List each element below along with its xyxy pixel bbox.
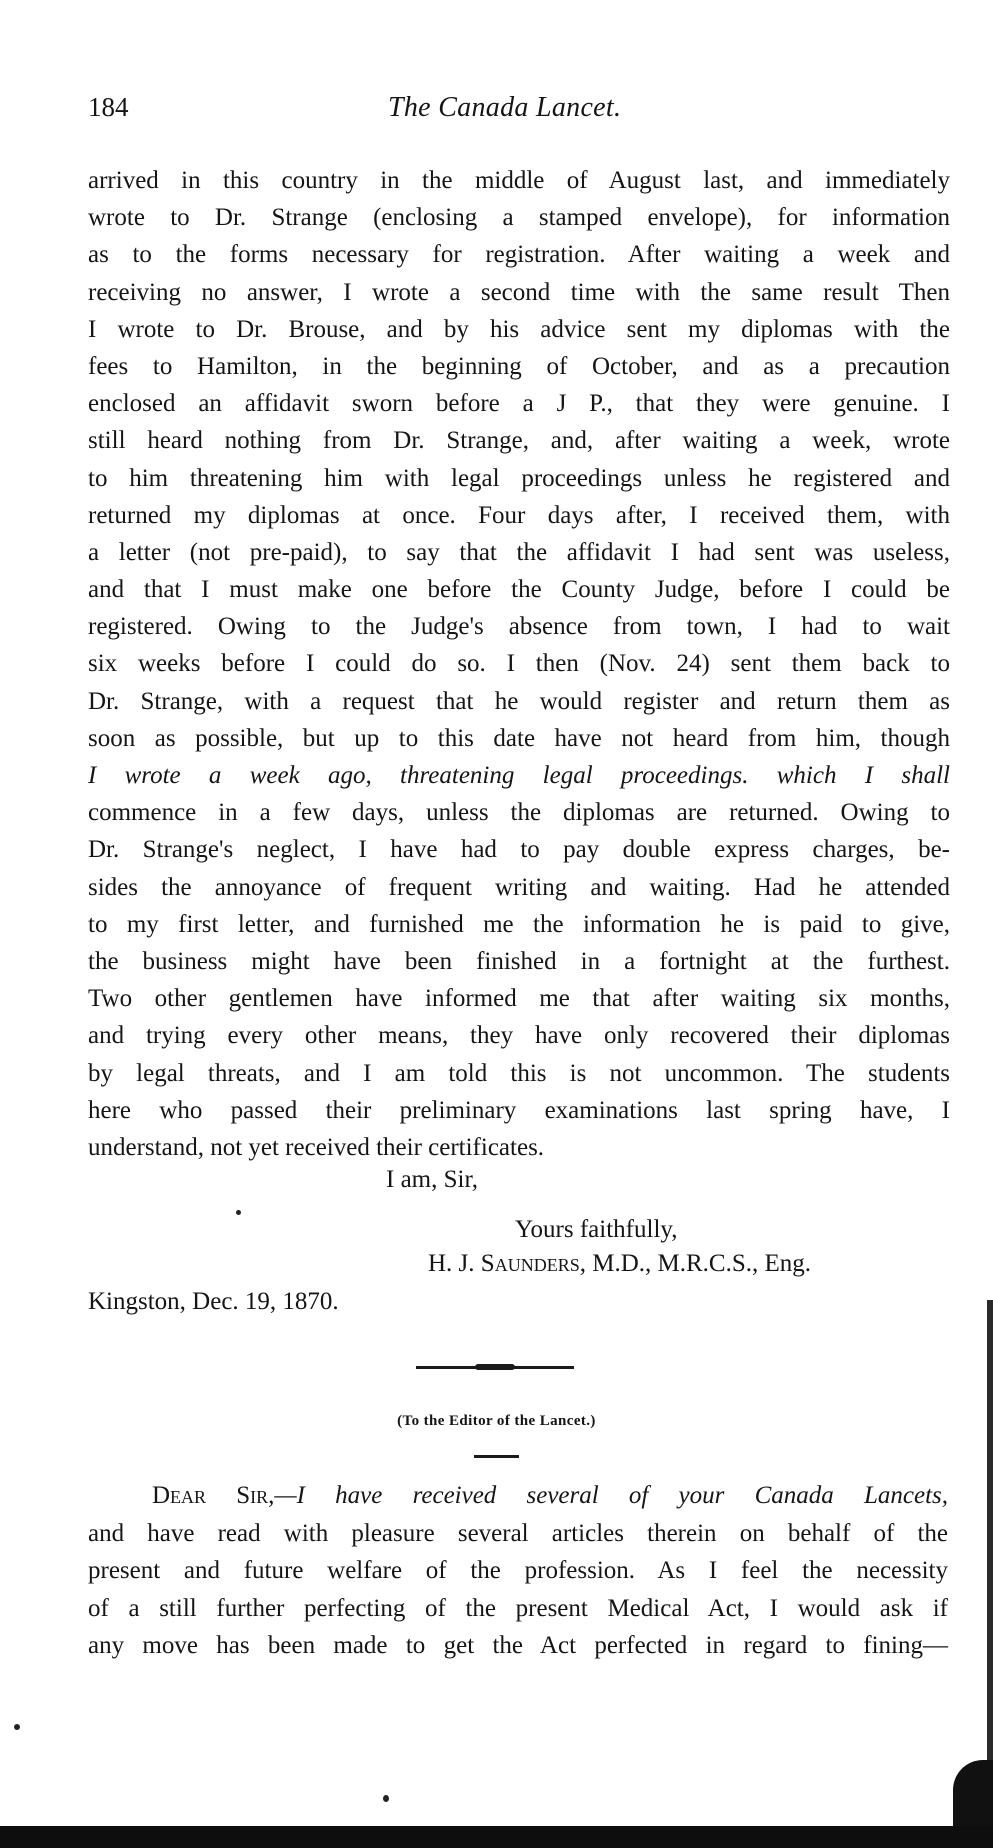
body-line: any move has been made to get the Act perfected in regard to fining— bbox=[88, 1632, 948, 1660]
body-line: here who passed their preliminary examinations last spring have, I bbox=[88, 1096, 950, 1124]
body-line: registered. Owing to the Judge's absence from town, I had to wait bbox=[88, 613, 950, 641]
body-line: a letter (not pre-paid), to say that the affidavit I had sent was useless, bbox=[88, 538, 950, 566]
body-line: fees to Hamilton, in the beginning of October, and as a precaution bbox=[88, 352, 950, 380]
page-number: 184 bbox=[88, 92, 129, 122]
body-line: to my first letter, and furnished me the information he is paid to give, bbox=[88, 910, 950, 938]
scan-speck bbox=[383, 1795, 389, 1802]
body-line: I wrote to Dr. Brouse, and by his advice sent my diplomas with the bbox=[88, 315, 950, 343]
signature bbox=[428, 1250, 811, 1278]
body-line: and have read with pleasure several articles therein on behalf of the bbox=[88, 1519, 948, 1547]
editor-note: (To the Editor of the Lancet.) bbox=[397, 1413, 596, 1429]
scan-speck bbox=[14, 1724, 20, 1730]
body-line: and trying every other means, they have only recovered their diplomas bbox=[88, 1022, 950, 1050]
body-line: soon as possible, but up to this date have not heard from him, though bbox=[88, 724, 950, 752]
body-line: Dr. Strange's neglect, I have had to pay double express charges, be- bbox=[88, 836, 950, 864]
short-rule bbox=[474, 1455, 519, 1458]
body-line: enclosed an affidavit sworn before a J P., that they were genuine. I bbox=[88, 390, 950, 418]
body-line: returned my diplomas at once. Four days after, I received them, with bbox=[88, 501, 950, 529]
body-line: arrived in this country in the middle of August last, and immediately bbox=[88, 167, 950, 194]
body-line: Two other gentlemen have informed me that after waiting six months, bbox=[88, 985, 950, 1013]
body-line: as to the forms necessary for registration. After waiting a week and bbox=[88, 241, 950, 269]
body-line: wrote to Dr. Strange (enclosing a stamped envelope), for information bbox=[88, 204, 950, 232]
page-header bbox=[88, 92, 948, 142]
signature-initials: H. J. bbox=[428, 1250, 475, 1277]
scan-bottom-edge bbox=[0, 1826, 993, 1848]
body-line: still heard nothing from Dr. Strange, and, after waiting a week, wrote bbox=[88, 427, 950, 455]
body-line: six weeks before I could do so. I then (Nov. 24) sent them back to bbox=[88, 650, 950, 678]
body-line: receiving no answer, I wrote a second time with the same result Then bbox=[88, 278, 950, 306]
body-line: to him threatening him with legal proceedings unless he registered and bbox=[88, 464, 950, 492]
body-line: the business might have been finished in a fortnight at the furthest. bbox=[88, 947, 950, 975]
letter2-journal-title: Canada Lancets, bbox=[754, 1482, 948, 1509]
body-line: of a still further perfecting of the present Medical Act, I would ask if bbox=[88, 1594, 948, 1622]
body-line: by legal threats, and I am told this is not uncommon. The students bbox=[88, 1059, 950, 1087]
letter2-opening-text: ,—I have received several of your bbox=[268, 1482, 755, 1509]
page-corner-shadow bbox=[953, 1760, 993, 1830]
letter2-opening-line bbox=[88, 1477, 948, 1515]
body-line: sides the annoyance of frequent writing and waiting. Had he attended bbox=[88, 873, 950, 901]
body-line: and that I must make one before the County Judge, before I could be bbox=[88, 576, 950, 604]
letter2-salutation: Dear Sir bbox=[152, 1482, 269, 1509]
place-date: Kingston, Dec. 19, 1870. bbox=[88, 1288, 339, 1315]
body-line: Dr. Strange, with a request that he would register and return them as bbox=[88, 687, 950, 715]
scan-speck bbox=[236, 1210, 241, 1215]
letter-body bbox=[88, 162, 950, 1166]
body-line: commence in a few days, unless the diplomas are returned. Owing to bbox=[88, 799, 950, 827]
page-edge-shadow bbox=[987, 1300, 993, 1800]
body-line: I wrote a week ago, threatening legal proceedings. which I shall bbox=[88, 762, 950, 789]
closing-valediction: Yours faithfully, bbox=[515, 1216, 678, 1243]
closing-salutation: I am, Sir, bbox=[386, 1166, 479, 1193]
second-letter bbox=[88, 1477, 948, 1665]
signature-name: Saunders bbox=[480, 1250, 580, 1277]
running-title: The Canada Lancet. bbox=[388, 92, 622, 123]
body-line: present and future welfare of the profession. As I feel the necessity bbox=[88, 1557, 948, 1585]
divider-ornament bbox=[475, 1364, 515, 1370]
body-line: understand, not yet received their certificates. bbox=[88, 1133, 545, 1161]
signature-credentials: , M.D., M.R.C.S., Eng. bbox=[579, 1250, 812, 1277]
